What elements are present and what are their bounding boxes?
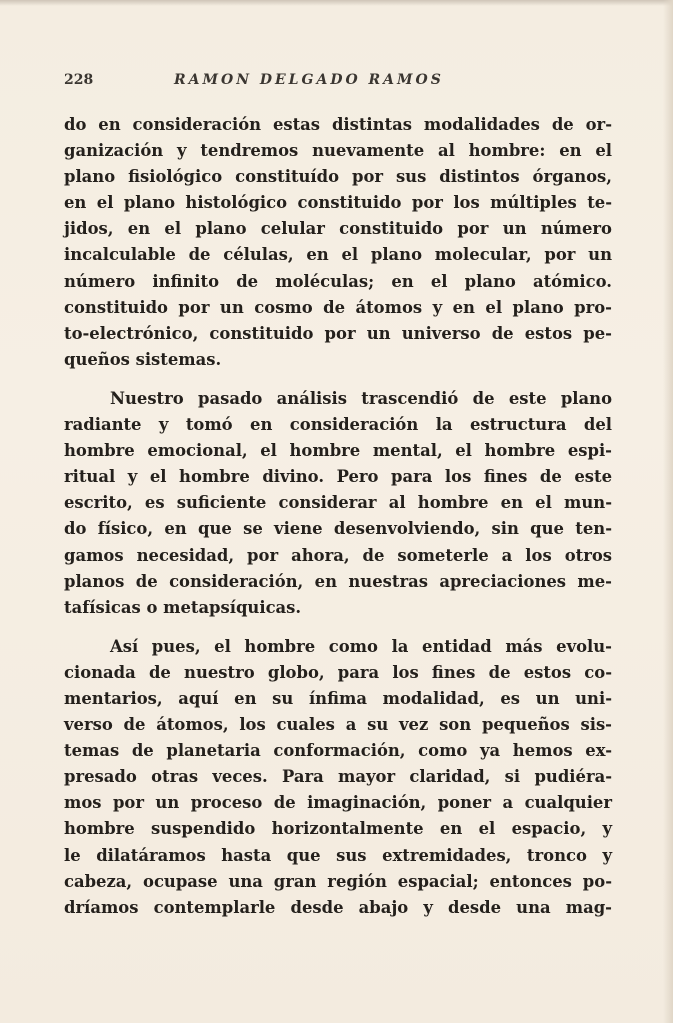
text-line: le dilatáramos hasta que sus extremidades, tronco y	[64, 845, 612, 865]
running-head: RAMON DELGADO RAMOS	[174, 72, 444, 88]
text-line: incalculable de células, en el plano molecular, por un	[64, 245, 612, 265]
text-line: ritual y el hombre divino. Pero para los fines de este	[64, 467, 612, 487]
page-number: 228	[64, 72, 94, 88]
text-line: Así pues, el hombre como la entidad más evolu-	[110, 636, 612, 656]
text-line: hombre emocional, el hombre mental, el hombre espi-	[64, 441, 612, 461]
text-line: número infinito de moléculas; en el plano atómico.	[64, 271, 612, 291]
paragraph	[64, 634, 612, 921]
text-line: Nuestro pasado análisis trascendió de este plano	[110, 388, 612, 408]
text-line: do físico, en que se viene desenvolviendo, sin que ten-	[64, 519, 612, 539]
text-line: radiante y tomó en consideración la estructura del	[64, 415, 612, 435]
text-line: queños sistemas.	[64, 349, 222, 369]
text-line: tafísicas o metapsíquicas.	[64, 597, 302, 617]
text-line: ganización y tendremos nuevamente al hombre: en el	[64, 141, 612, 161]
text-line: do en consideración estas distintas modalidades de or-	[64, 115, 612, 134]
text-line: en el plano histológico constituido por los múltiples te-	[64, 193, 612, 213]
text-line: cionada de nuestro globo, para los fines de estos co-	[64, 662, 612, 682]
paragraph	[64, 112, 612, 373]
text-line: gamos necesidad, por ahora, de someterle a los otros	[64, 545, 612, 565]
text-line: planos de consideración, en nuestras apreciaciones me-	[64, 571, 612, 591]
text-line: cabeza, ocupase una gran región espacial; entonces po-	[64, 871, 612, 891]
text-line: verso de átomos, los cuales a su vez son pequeños sis-	[64, 715, 612, 735]
text-line: presado otras veces. Para mayor claridad, si pudiéra-	[64, 767, 612, 787]
text-line: constituido por un cosmo de átomos y en el plano pro-	[64, 297, 612, 317]
body-text	[64, 112, 612, 934]
text-line: temas de planetaria conformación, como ya hemos ex-	[64, 741, 612, 761]
text-line: dríamos contemplarle desde abajo y desde una mag-	[64, 897, 612, 917]
text-line: jidos, en el plano celular constituido por un número	[64, 219, 612, 239]
text-line: plano fisiológico constituído por sus distintos órganos,	[64, 167, 612, 187]
text-line: mentarios, aquí en su ínfima modalidad, es un uni-	[64, 688, 612, 708]
text-line: mos por un proceso de imaginación, poner a cualquier	[64, 793, 612, 813]
paragraph	[64, 386, 612, 621]
text-line: to-electrónico, constituido por un universo de estos pe-	[64, 323, 612, 343]
text-line: hombre suspendido horizontalmente en el espacio, y	[64, 819, 612, 839]
page-header	[64, 70, 611, 94]
text-line: escrito, es suficiente considerar al hombre en el mun-	[64, 493, 612, 513]
